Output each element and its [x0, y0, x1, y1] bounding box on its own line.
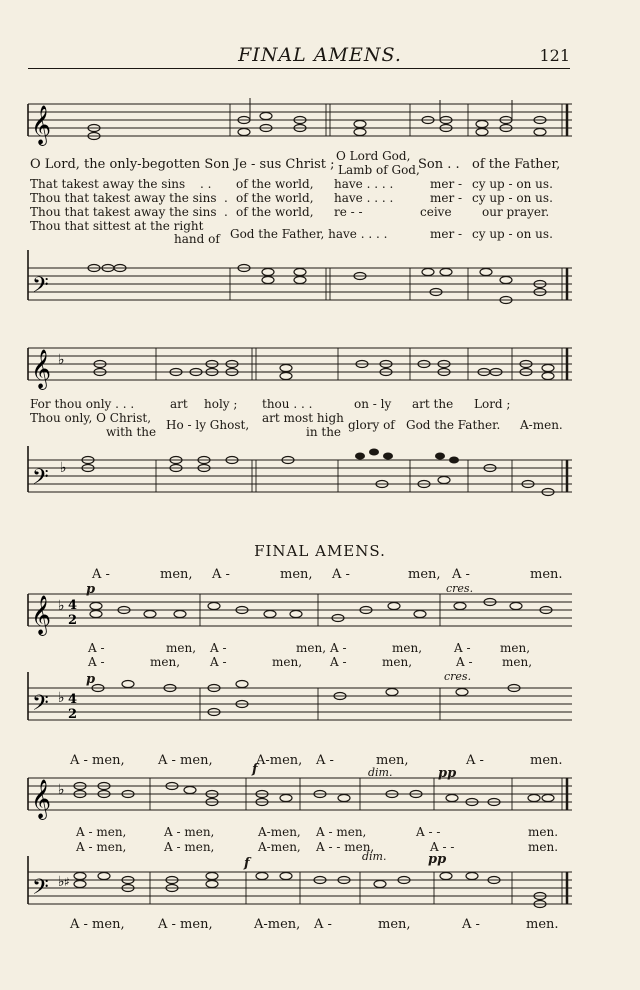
svg-text:2: 2 — [68, 707, 78, 722]
amens1-mid2-7: men, — [502, 655, 533, 669]
chant1-v3-a: Thou that takest away the sins — [30, 191, 217, 205]
flat-icon: ♭ — [58, 352, 65, 368]
amens1-mid2-5: men, — [382, 655, 413, 669]
amens1-top-1: men, — [160, 567, 193, 582]
amens1-top-4: A - — [332, 567, 350, 582]
flat-icon: ♭ — [58, 598, 65, 614]
chant2-v2-h: A-men. — [520, 418, 563, 432]
chant1-v1-b: Je - sus Christ ; — [234, 157, 335, 172]
amens1-mid2-4: A - — [330, 655, 347, 669]
amens2-dyn-f: f — [252, 762, 258, 777]
chant2-bass-staff — [0, 446, 640, 506]
chant1-v3-c: of the world, — [236, 191, 314, 205]
amens1-mid1-1: men, — [166, 641, 197, 655]
chant1-v2-f: cy up - on us. — [472, 177, 553, 191]
chant1-v3-f: cy up - on us. — [472, 191, 553, 205]
amens1-top-5: men, — [408, 567, 441, 582]
svg-text:4: 4 — [68, 598, 78, 613]
chant1-v1-a: O Lord, the only-begotten Son — [30, 157, 230, 172]
amens2-bot-3: A - — [314, 917, 332, 932]
header-rule — [28, 68, 570, 69]
treble-clef-icon: 𝄞 — [31, 105, 52, 145]
section-title: FINAL AMENS. — [254, 542, 386, 560]
chant1-v2-b: . . — [200, 177, 212, 191]
chant2-v1-b: art — [170, 397, 188, 411]
chant1-v1-d: Lamb of God, — [338, 163, 420, 177]
amens2-bass-dyn-f: f — [244, 856, 250, 871]
chant1-v4-a: Thou that takest away the sins — [30, 205, 217, 219]
chant1-v4-c: of the world, — [236, 205, 314, 219]
bass-clef-icon: 𝄢 — [32, 691, 49, 721]
bass-clef-icon: 𝄢 — [32, 465, 49, 495]
chant2-v2-e: in the — [306, 425, 342, 439]
chant1-bass-staff — [0, 250, 640, 312]
amens1-top-2: A - — [212, 567, 230, 582]
chant2-v2-c: Ho - ly Ghost, — [166, 418, 250, 432]
chant1-v5-b: hand of — [174, 232, 220, 246]
treble-clef-icon: 𝄞 — [31, 595, 52, 635]
chant1-v5-e: cy up - on us. — [472, 227, 553, 241]
chant2-v2-d: art most high — [262, 411, 344, 425]
amens2-dyn-pp: pp — [438, 766, 457, 781]
chant2-v1-a: For thou only . . . — [30, 397, 135, 411]
amens2-bot-6: men. — [526, 917, 559, 932]
amens1-bass-staff — [0, 672, 640, 732]
page-header — [0, 40, 640, 70]
amens1-bass-notes — [92, 681, 520, 716]
amens2-bass-staff — [0, 856, 640, 918]
time-signature-bass — [68, 692, 77, 722]
amens2-bot-0: A - men, — [70, 917, 125, 932]
amens2-treble-staff — [0, 766, 640, 822]
amens2-mid2-2: A-men, — [258, 840, 301, 854]
chant1-v4-b: . — [224, 205, 228, 219]
chant2-treble-notes — [94, 361, 554, 380]
amens2-mid1-1: A - men, — [164, 825, 215, 839]
flat-icon: ♭ — [58, 690, 65, 706]
amens1-mid2-3: men, — [272, 655, 303, 669]
chant1-v2-d: have . . . . — [334, 177, 394, 191]
amens2-mid1-3: A - men, — [316, 825, 367, 839]
amens2-top-4: men, — [376, 753, 409, 768]
amens2-bot-5: A - — [462, 917, 480, 932]
chant2-v1-g: Lord ; — [474, 397, 511, 411]
amens1-bass-dyn-cres: cres. — [444, 670, 472, 683]
page-title: FINAL AMENS. — [238, 44, 402, 66]
amens2-top-1: A - men, — [158, 753, 213, 768]
amens2-bass-notes — [74, 873, 546, 908]
treble-clef-icon: 𝄞 — [31, 349, 52, 389]
amens1-mid2-0: A - — [88, 655, 105, 669]
chant2-v2-f: glory of — [348, 418, 395, 432]
chant2-treble-staff — [0, 338, 640, 394]
amens1-treble-staff — [0, 582, 640, 638]
amens1-top-7: men. — [530, 567, 563, 582]
chant2-v1-d: thou . . . — [262, 397, 313, 411]
amens1-mid1-4: A - — [330, 641, 347, 655]
amens2-top-0: A - men, — [70, 753, 125, 768]
amens2-mid2-4: A - - — [430, 840, 455, 854]
amens1-top-0: A - — [92, 567, 110, 582]
amens1-mid2-1: men, — [150, 655, 181, 669]
chant2-v1-e: on - ly — [354, 397, 392, 411]
amens1-bass-dyn-p: p — [86, 672, 96, 687]
amens1-mid2-2: A - — [210, 655, 227, 669]
time-signature — [68, 598, 77, 628]
amens1-mid1-6: A - — [454, 641, 471, 655]
amens1-top-6: A - — [452, 567, 470, 582]
chant2-bass-filled-notes — [355, 449, 459, 464]
amens2-dyn-dim: dim. — [368, 766, 393, 779]
chant1-v3-d: have . . . . — [334, 191, 394, 205]
amens1-mid1-5: men, — [392, 641, 423, 655]
svg-text:4: 4 — [68, 692, 78, 707]
amens2-mid2-5: men. — [528, 840, 559, 854]
chant2-v2-g: God the Father. — [406, 418, 501, 432]
amens2-mid2-1: A - men, — [164, 840, 215, 854]
flat-icon: ♭ — [60, 460, 67, 476]
svg-text:2: 2 — [68, 613, 78, 628]
chant1-v1-c: O Lord God, — [336, 149, 411, 163]
amens2-bass-dyn-pp: pp — [428, 852, 447, 867]
bass-clef-icon: 𝄢 — [32, 273, 49, 303]
amens2-bot-1: A - men, — [158, 917, 213, 932]
chant2-v1-f: art the — [412, 397, 454, 411]
amens2-mid1-4: A - - — [416, 825, 441, 839]
chant1-v2-c: of the world, — [236, 177, 314, 191]
amens1-dyn-cres: cres. — [446, 582, 474, 595]
amens2-mid1-2: A-men, — [258, 825, 301, 839]
chant1-v2-a: That takest away the sins — [30, 177, 186, 191]
chant1-v1-e: Son . . — [418, 157, 460, 172]
amens1-dyn-p: p — [86, 582, 96, 597]
chant2-v2-a: Thou only, O Christ, — [30, 411, 152, 425]
amens1-mid1-2: A - — [210, 641, 227, 655]
flat-icon: ♭ — [58, 782, 65, 798]
amens2-top-6: men. — [530, 753, 563, 768]
chant1-v4-d: re - - — [334, 205, 363, 219]
flat-icon: ♭ — [58, 874, 65, 890]
chant1-v1-f: of the Father, — [472, 157, 561, 172]
chant1-v3-e: mer - — [430, 191, 463, 205]
amens2-mid2-0: A - men, — [76, 840, 127, 854]
chant1-v5-c: God the Father, have . . . . — [230, 227, 388, 241]
chant1-v5-a: Thou that sittest at the right — [30, 219, 204, 233]
chant1-treble-notes — [88, 113, 546, 140]
chant2-v1-c: holy ; — [204, 397, 238, 411]
amens1-top-3: men, — [280, 567, 313, 582]
chant1-v5-d: mer - — [430, 227, 463, 241]
amens2-bot-4: men, — [378, 917, 411, 932]
amens2-bass-dyn-dim: dim. — [362, 850, 387, 863]
sharp-icon: ♯ — [64, 875, 70, 889]
amens2-mid1-5: men. — [528, 825, 559, 839]
amens1-mid1-7: men, — [500, 641, 531, 655]
amens2-top-3: A - — [316, 753, 334, 768]
chant2-v2-b: with the — [106, 425, 157, 439]
amens1-mid1-0: A - — [88, 641, 105, 655]
amens2-top-2: A-men, — [256, 753, 303, 768]
chant1-v4-f: our prayer. — [482, 205, 550, 219]
amens2-top-5: A - — [466, 753, 484, 768]
page-number: 121 — [539, 46, 570, 65]
chant1-treble-staff — [0, 90, 640, 150]
bass-clef-icon: 𝄢 — [32, 875, 49, 905]
treble-clef-icon: 𝄞 — [31, 779, 52, 819]
amens1-mid1-3: men, — [296, 641, 327, 655]
chant1-v4-e: ceive — [420, 205, 452, 219]
chant1-v2-e: mer - — [430, 177, 463, 191]
amens2-mid1-0: A - men, — [76, 825, 127, 839]
amens2-mid2-3: A - - men, — [316, 840, 375, 854]
amens1-mid2-6: A - — [456, 655, 473, 669]
amens2-bot-2: A-men, — [254, 917, 301, 932]
chant1-v3-b: . — [224, 191, 228, 205]
